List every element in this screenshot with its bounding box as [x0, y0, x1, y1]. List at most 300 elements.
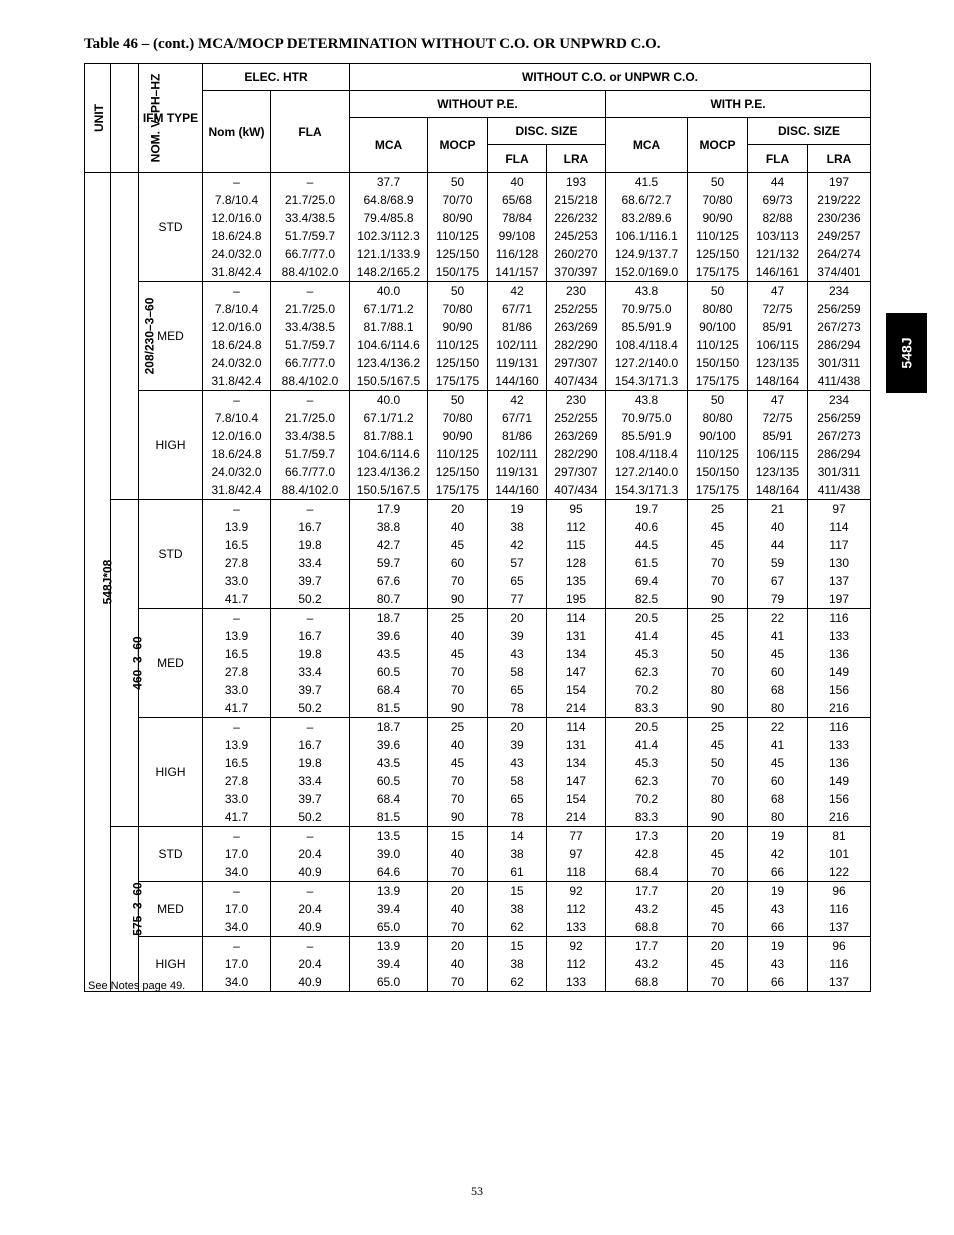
disc-lra-without-pe-value: 263/269 [554, 320, 598, 334]
table-row [85, 827, 871, 882]
disc-fla-without-pe-value: 62 [510, 920, 524, 934]
section-tab-label: 548J [898, 337, 915, 369]
disc-fla-header: FLA [748, 145, 808, 173]
mocp-with-pe-value: 25 [710, 611, 725, 625]
nom-kw-value: 33.0 [224, 792, 249, 806]
unit-header: UNIT [85, 64, 111, 173]
htr-fla-value: 33.4/38.5 [284, 211, 336, 225]
disc-lra-without-pe-value: 112 [566, 902, 586, 916]
disc-fla-without-pe-cell [488, 718, 547, 827]
disc-fla-without-pe-value: 65/68 [501, 193, 533, 207]
disc-fla-with-pe-value: 43 [770, 957, 785, 971]
htr-fla-value: 19.8 [298, 647, 322, 661]
disc-fla-with-pe-value: 72/75 [762, 411, 793, 425]
htr-fla-value: 33.4/38.5 [284, 320, 336, 334]
mca-without-pe-value: 123.4/136.2 [356, 356, 421, 370]
mocp-with-pe-value: 150/150 [695, 465, 740, 479]
mca-with-pe-value: 20.5 [634, 720, 659, 734]
mocp-with-pe-value: 90/100 [699, 320, 736, 334]
disc-lra-with-pe-value: 81 [832, 829, 846, 843]
disc-lra-without-pe-value: 112 [566, 520, 586, 534]
nom-kw-value: – [233, 720, 240, 734]
mca-with-pe-cell [606, 937, 688, 992]
mocp-without-pe-value: 125/150 [435, 465, 480, 479]
disc-lra-with-pe-value: 149 [828, 774, 850, 788]
nom-kw-value: 41.7 [224, 592, 249, 606]
disc-lra-with-pe-value: 230/236 [817, 211, 861, 225]
disc-fla-with-pe-value: 19 [770, 939, 785, 953]
mca-with-pe-value: 154.3/171.3 [614, 374, 679, 388]
mocp-with-pe-cell [688, 173, 748, 282]
mca-without-pe-value: 37.7 [376, 175, 401, 189]
disc-lra-without-pe-value: 195 [565, 592, 587, 606]
ifm-type-header: IFM TYPE [139, 64, 203, 173]
mca-with-pe-value: 152.0/169.0 [614, 265, 679, 279]
mca-mocp-table [84, 63, 871, 992]
mocp-with-pe-cell [688, 882, 748, 937]
nom-kw-cell [203, 282, 271, 391]
mca-with-pe-value: 70.9/75.0 [621, 302, 672, 316]
voltage-cell [111, 500, 145, 827]
disc-lra-with-pe-cell [808, 282, 871, 391]
disc-fla-with-pe-value: 79 [770, 592, 785, 606]
nom-kw-cell [203, 882, 271, 937]
mca-with-pe-value: 45.3 [634, 647, 659, 661]
htr-fla-cell [271, 391, 350, 500]
disc-fla-without-pe-value: 102/111 [496, 447, 538, 461]
disc-lra-without-pe-value: 370/397 [554, 265, 598, 279]
mca-without-pe-value: 67.1/71.2 [363, 411, 414, 425]
mca-with-pe-value: 68.8 [634, 920, 659, 934]
mocp-with-pe-value: 110/125 [696, 229, 739, 243]
htr-fla-value: 16.7 [298, 520, 322, 534]
disc-fla-with-pe-value: 85/91 [762, 320, 793, 334]
htr-fla-cell [271, 718, 350, 827]
disc-lra-without-pe-value: 147 [565, 774, 587, 788]
disc-fla-without-pe-cell [488, 500, 547, 609]
disc-lra-with-pe-value: 117 [829, 538, 849, 552]
disc-lra-with-pe-value: 156 [828, 792, 850, 806]
disc-lra-without-pe-cell [547, 718, 606, 827]
disc-fla-header: FLA [488, 145, 547, 173]
mca-with-pe-cell [606, 173, 688, 282]
disc-fla-without-pe-value: 65 [510, 683, 524, 697]
disc-fla-without-pe-value: 38 [510, 957, 524, 971]
disc-lra-without-pe-value: 133 [565, 920, 587, 934]
mca-with-pe-value: 68.8 [634, 975, 659, 989]
disc-lra-with-pe-value: 216 [828, 701, 850, 715]
disc-fla-with-pe-value: 106/115 [756, 338, 799, 352]
mocp-without-pe-value: 15 [450, 829, 465, 843]
disc-fla-without-pe-cell [488, 882, 547, 937]
mca-with-pe-value: 68.6/72.7 [621, 193, 672, 207]
mocp-without-pe-cell [428, 282, 488, 391]
disc-fla-with-pe-cell [748, 391, 808, 500]
htr-fla-cell [271, 500, 350, 609]
disc-fla-without-pe-value: 39 [510, 629, 524, 643]
disc-lra-with-pe-value: 96 [832, 939, 846, 953]
mca-without-pe-value: 39.0 [376, 847, 401, 861]
disc-lra-without-pe-value: 128 [565, 556, 587, 570]
mocp-without-pe-value: 70/80 [442, 411, 473, 425]
notes-reference: See Notes page 49. [88, 980, 186, 992]
mocp-with-pe-value: 175/175 [695, 265, 740, 279]
disc-fla-without-pe-value: 40 [510, 175, 524, 189]
nom-kw-value: – [233, 884, 240, 898]
mocp-without-pe-value: 45 [450, 756, 465, 770]
mocp-with-pe-value: 20 [710, 884, 725, 898]
mocp-with-pe-value: 45 [710, 520, 725, 534]
mca-with-pe-cell [606, 827, 688, 882]
disc-lra-with-pe-value: 216 [828, 810, 850, 824]
voltage-cell [111, 173, 157, 500]
mca-without-pe-cell [350, 718, 428, 827]
htr-fla-value: 50.2 [298, 810, 322, 824]
mocp-without-pe-value: 90 [450, 810, 465, 824]
disc-lra-with-pe-value: 301/311 [817, 465, 861, 479]
disc-fla-with-pe-value: 67 [770, 574, 785, 588]
mca-with-pe-value: 42.8 [634, 847, 659, 861]
disc-fla-without-pe-value: 65 [510, 574, 524, 588]
disc-fla-without-pe-value: 42 [510, 393, 524, 407]
mca-without-pe-cell [350, 882, 428, 937]
disc-lra-without-pe-value: 92 [569, 884, 583, 898]
mocp-header: MOCP [688, 118, 748, 173]
disc-lra-without-pe-cell [547, 391, 606, 500]
mca-with-pe-value: 20.5 [634, 611, 659, 625]
nom-kw-value: 24.0/32.0 [211, 465, 262, 479]
mca-without-pe-value: 123.4/136.2 [356, 465, 421, 479]
disc-fla-without-pe-value: 15 [510, 884, 524, 898]
htr-fla-value: – [306, 284, 314, 298]
mocp-with-pe-value: 20 [710, 939, 725, 953]
disc-lra-with-pe-cell [808, 609, 871, 718]
mocp-without-pe-value: 90/90 [442, 429, 473, 443]
htr-fla-value: – [306, 175, 314, 189]
mocp-with-pe-value: 80/80 [702, 411, 733, 425]
voltage-label: 575–3–60 [130, 882, 145, 936]
disc-size-header: DISC. SIZE [748, 118, 871, 145]
htr-fla-value: 20.4 [298, 847, 322, 861]
mocp-without-pe-value: 125/150 [435, 356, 480, 370]
disc-lra-without-pe-value: 282/290 [554, 338, 598, 352]
mocp-without-pe-value: 70/80 [442, 302, 473, 316]
mca-without-pe-value: 104.6/114.6 [357, 447, 420, 461]
disc-fla-without-pe-value: 43 [510, 756, 524, 770]
mocp-without-pe-cell [428, 882, 488, 937]
mca-without-pe-value: 79.4/85.8 [363, 211, 414, 225]
mca-without-pe-value: 39.6 [376, 738, 401, 752]
mocp-without-pe-value: 40 [450, 957, 465, 971]
disc-lra-without-pe-value: 407/434 [554, 374, 598, 388]
mocp-with-pe-value: 110/125 [696, 338, 739, 352]
nom-kw-cell [203, 827, 271, 882]
mca-without-pe-value: 60.5 [376, 774, 401, 788]
disc-fla-with-pe-cell [748, 718, 808, 827]
disc-fla-with-pe-cell [748, 282, 808, 391]
disc-fla-without-pe-value: 77 [510, 592, 524, 606]
mca-without-pe-value: 64.8/68.9 [363, 193, 414, 207]
mca-without-pe-value: 18.7 [376, 720, 401, 734]
htr-fla-value: – [306, 939, 314, 953]
nom-kw-value: 7.8/10.4 [214, 193, 259, 207]
mocp-without-pe-value: 40 [450, 738, 465, 752]
nom-kw-value: 33.0 [224, 683, 249, 697]
mca-with-pe-value: 106.1/116.1 [615, 229, 678, 243]
mocp-with-pe-cell [688, 718, 748, 827]
ifm-type-cell: STD [139, 500, 203, 609]
mocp-with-pe-value: 110/125 [696, 447, 739, 461]
table-row [85, 391, 871, 500]
disc-lra-with-pe-value: 256/259 [817, 302, 861, 316]
mca-with-pe-value: 108.4/118.4 [615, 338, 678, 352]
mca-without-pe-value: 67.1/71.2 [363, 302, 414, 316]
mocp-with-pe-value: 70 [710, 774, 725, 788]
nom-kw-value: 17.0 [224, 902, 249, 916]
htr-fla-cell [271, 282, 350, 391]
disc-fla-without-pe-value: 38 [510, 520, 524, 534]
htr-fla-value: 19.8 [298, 538, 322, 552]
disc-lra-without-pe-value: 193 [565, 175, 587, 189]
mocp-without-pe-value: 20 [450, 939, 465, 953]
mocp-with-pe-value: 70 [710, 920, 725, 934]
mca-without-pe-value: 59.7 [376, 556, 401, 570]
htr-fla-cell [271, 609, 350, 718]
disc-fla-with-pe-value: 19 [770, 884, 785, 898]
disc-lra-with-pe-value: 114 [829, 520, 849, 534]
disc-fla-with-pe-value: 44 [770, 175, 785, 189]
disc-size-header: DISC. SIZE [488, 118, 606, 145]
disc-fla-without-pe-value: 58 [510, 665, 524, 679]
mca-without-pe-value: 81.7/88.1 [363, 429, 414, 443]
disc-lra-with-pe-value: 97 [832, 502, 846, 516]
disc-lra-without-pe-cell [547, 500, 606, 609]
mocp-with-pe-value: 90 [710, 810, 725, 824]
nom-kw-value: 17.0 [224, 957, 249, 971]
htr-fla-value: 33.4/38.5 [284, 429, 336, 443]
disc-lra-with-pe-value: 219/222 [817, 193, 861, 207]
mca-with-pe-cell [606, 391, 688, 500]
disc-fla-without-pe-value: 78 [510, 810, 524, 824]
disc-fla-without-pe-value: 67/71 [501, 302, 533, 316]
disc-lra-without-pe-value: 252/255 [554, 411, 598, 425]
mca-with-pe-cell [606, 500, 688, 609]
disc-lra-with-pe-cell [808, 882, 871, 937]
disc-lra-with-pe-value: 234 [828, 393, 850, 407]
disc-lra-with-pe-value: 116 [829, 957, 849, 971]
disc-fla-with-pe-value: 59 [770, 556, 785, 570]
mocp-header: MOCP [428, 118, 488, 173]
mocp-without-pe-cell [428, 609, 488, 718]
disc-fla-with-pe-value: 123/135 [755, 356, 800, 370]
mca-without-pe-value: 64.6 [376, 865, 401, 879]
disc-lra-without-pe-value: 112 [566, 957, 586, 971]
disc-lra-with-pe-value: 234 [828, 284, 850, 298]
htr-fla-value: 20.4 [298, 957, 322, 971]
disc-lra-without-pe-value: 114 [566, 611, 586, 625]
nom-kw-value: 16.5 [224, 538, 249, 552]
mca-without-pe-value: 38.8 [376, 520, 401, 534]
nom-kw-value: 12.0/16.0 [211, 429, 262, 443]
mocp-without-pe-value: 50 [450, 393, 465, 407]
mca-without-pe-value: 40.0 [376, 284, 401, 298]
disc-fla-with-pe-value: 66 [770, 975, 785, 989]
disc-fla-without-pe-value: 102/111 [496, 338, 538, 352]
mca-with-pe-value: 85.5/91.9 [621, 320, 672, 334]
htr-fla-value: 39.7 [298, 792, 322, 806]
nom-kw-value: – [233, 611, 240, 625]
disc-fla-without-pe-value: 141/157 [495, 265, 539, 279]
mocp-without-pe-value: 20 [450, 502, 465, 516]
nom-kw-cell [203, 937, 271, 992]
mca-without-pe-value: 39.4 [376, 957, 401, 971]
mca-without-pe-value: 43.5 [376, 647, 401, 661]
disc-fla-without-pe-value: 20 [510, 720, 524, 734]
mocp-without-pe-value: 70 [450, 865, 465, 879]
mocp-without-pe-value: 60 [450, 556, 465, 570]
disc-lra-with-pe-value: 256/259 [817, 411, 861, 425]
mca-without-pe-cell [350, 500, 428, 609]
disc-lra-without-pe-cell [547, 609, 606, 718]
disc-lra-with-pe-value: 136 [828, 647, 850, 661]
htr-fla-value: 66.7/77.0 [284, 247, 336, 261]
disc-fla-with-pe-cell [748, 827, 808, 882]
mocp-without-pe-value: 70 [450, 920, 465, 934]
nom-kw-value: 18.6/24.8 [211, 338, 262, 352]
mca-with-pe-value: 68.4 [634, 865, 659, 879]
mocp-without-pe-value: 40 [450, 629, 465, 643]
mocp-with-pe-value: 45 [710, 902, 725, 916]
mocp-without-pe-value: 25 [450, 611, 465, 625]
disc-lra-with-pe-value: 301/311 [817, 356, 861, 370]
disc-fla-with-pe-value: 68 [770, 792, 785, 806]
mocp-without-pe-value: 40 [450, 520, 465, 534]
disc-fla-with-pe-value: 80 [770, 810, 785, 824]
mca-with-pe-cell [606, 718, 688, 827]
mca-without-pe-value: 81.5 [376, 810, 401, 824]
disc-lra-without-pe-cell [547, 937, 606, 992]
disc-fla-without-pe-value: 38 [510, 847, 524, 861]
mocp-without-pe-value: 90 [450, 701, 465, 715]
mocp-with-pe-value: 90 [710, 701, 725, 715]
disc-fla-without-pe-value: 43 [510, 647, 524, 661]
disc-fla-with-pe-value: 19 [770, 829, 785, 843]
htr-fla-value: 40.9 [298, 975, 322, 989]
mca-without-pe-value: 81.5 [376, 701, 401, 715]
nom-kw-value: 18.6/24.8 [211, 229, 262, 243]
disc-fla-with-pe-cell [748, 609, 808, 718]
nom-kw-cell [203, 173, 271, 282]
disc-lra-with-pe-value: 197 [828, 592, 850, 606]
mca-without-pe-value: 68.4 [376, 683, 401, 697]
disc-fla-without-pe-cell [488, 937, 547, 992]
disc-lra-without-pe-cell [547, 882, 606, 937]
htr-fla-header: FLA [271, 91, 350, 173]
disc-lra-with-pe-value: 116 [829, 720, 849, 734]
nom-kw-header: Nom (kW) [203, 91, 271, 173]
disc-fla-with-pe-value: 45 [770, 647, 785, 661]
elec-htr-header: ELEC. HTR [203, 64, 350, 91]
htr-fla-cell [271, 173, 350, 282]
disc-fla-with-pe-value: 82/88 [762, 211, 793, 225]
mocp-without-pe-value: 50 [450, 175, 465, 189]
disc-fla-without-pe-value: 81/86 [501, 429, 533, 443]
nom-kw-value: 31.8/42.4 [211, 265, 262, 279]
nom-kw-value: – [233, 175, 240, 189]
mocp-with-pe-value: 50 [710, 284, 725, 298]
disc-fla-without-pe-value: 81/86 [501, 320, 533, 334]
mocp-without-pe-value: 50 [450, 284, 465, 298]
nom-kw-value: – [233, 284, 240, 298]
mocp-with-pe-value: 50 [710, 175, 725, 189]
disc-fla-without-pe-value: 15 [510, 939, 524, 953]
htr-fla-value: 66.7/77.0 [284, 465, 336, 479]
ifm-type-cell: HIGH [139, 718, 203, 827]
disc-fla-without-pe-value: 67/71 [501, 411, 533, 425]
nom-kw-cell [203, 500, 271, 609]
mocp-with-pe-value: 45 [710, 847, 725, 861]
mca-with-pe-value: 43.2 [634, 957, 659, 971]
mocp-without-pe-value: 70 [450, 792, 465, 806]
htr-fla-value: – [306, 829, 314, 843]
mocp-with-pe-value: 175/175 [695, 374, 740, 388]
nom-kw-value: 27.8 [224, 556, 249, 570]
mocp-without-pe-cell [428, 827, 488, 882]
mocp-with-pe-value: 50 [710, 393, 725, 407]
htr-fla-value: 16.7 [298, 629, 322, 643]
mocp-without-pe-value: 150/175 [435, 265, 480, 279]
mca-without-pe-value: 148.2/165.2 [356, 265, 421, 279]
mca-with-pe-value: 69.4 [634, 574, 659, 588]
htr-fla-value: 40.9 [298, 920, 322, 934]
mocp-without-pe-value: 125/150 [435, 247, 480, 261]
mocp-with-pe-value: 70 [710, 556, 725, 570]
mca-without-pe-value: 102.3/112.3 [357, 229, 420, 243]
disc-lra-without-pe-value: 154 [565, 683, 587, 697]
nom-kw-cell [203, 609, 271, 718]
voltage-header: NOM. V–PH–HZ [111, 64, 139, 173]
mca-without-pe-value: 13.9 [376, 884, 401, 898]
htr-fla-cell [271, 827, 350, 882]
disc-fla-with-pe-value: 80 [770, 701, 785, 715]
disc-fla-with-pe-value: 121/132 [755, 247, 800, 261]
voltage-cell [111, 827, 145, 992]
disc-fla-with-pe-value: 44 [770, 538, 785, 552]
disc-lra-without-pe-value: 245/253 [554, 229, 598, 243]
mca-with-pe-value: 43.8 [634, 393, 659, 407]
mca-without-pe-cell [350, 173, 428, 282]
disc-fla-without-pe-cell [488, 391, 547, 500]
disc-lra-with-pe-value: 267/273 [817, 320, 861, 334]
htr-fla-cell [271, 882, 350, 937]
mca-with-pe-value: 154.3/171.3 [614, 483, 679, 497]
mocp-with-pe-value: 45 [710, 738, 725, 752]
disc-lra-without-pe-value: 230 [565, 284, 587, 298]
htr-fla-value: – [306, 611, 314, 625]
disc-lra-without-pe-value: 260/270 [554, 247, 598, 261]
mocp-with-pe-cell [688, 500, 748, 609]
nom-kw-value: 13.9 [224, 738, 249, 752]
disc-fla-with-pe-value: 123/135 [755, 465, 800, 479]
mca-with-pe-value: 83.3 [634, 810, 659, 824]
disc-fla-without-pe-value: 42 [510, 538, 524, 552]
nom-kw-value: 41.7 [224, 810, 249, 824]
disc-lra-with-pe-value: 133 [828, 738, 850, 752]
table-header [85, 64, 871, 173]
mca-with-pe-value: 85.5/91.9 [621, 429, 672, 443]
nom-kw-value: 7.8/10.4 [214, 302, 259, 316]
disc-lra-without-pe-value: 407/434 [554, 483, 598, 497]
